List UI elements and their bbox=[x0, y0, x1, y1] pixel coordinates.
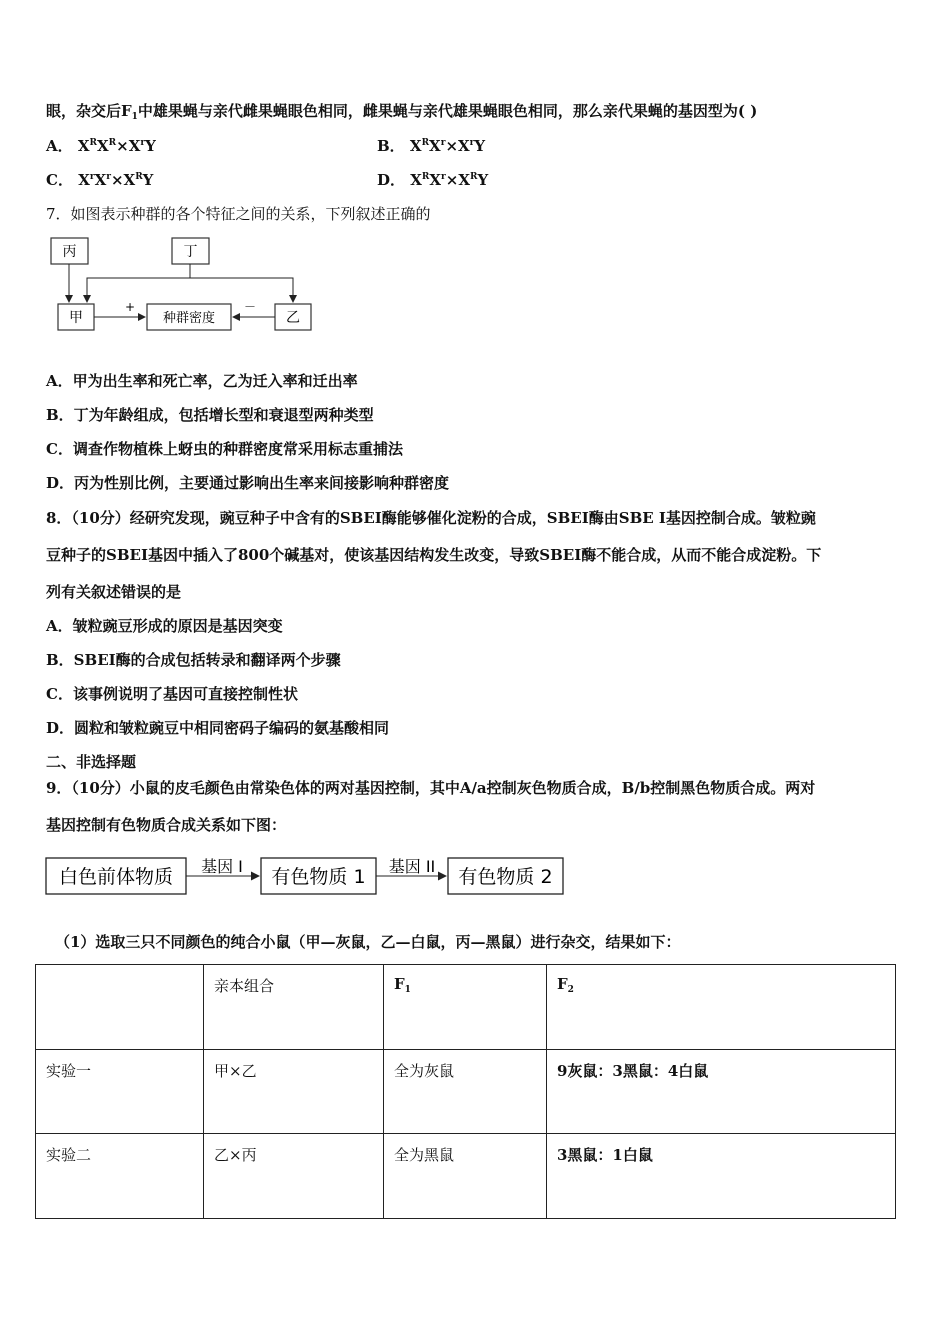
q8-stem-line1: 8．（10分）经研究发现，豌豆种子中含有的SBEI酶能够催化淀粉的合成，SBEI酶由SBE I基因控制合成。皱粒豌 bbox=[46, 509, 816, 527]
q6-option-d[interactable] bbox=[377, 170, 488, 190]
q6-stem-sub: 1 bbox=[131, 112, 138, 122]
q7-option-b[interactable]: B．丁为年龄组成，包括增长型和衰退型两种类型 bbox=[46, 406, 374, 424]
q7-stem: 7．如图表示种群的各个特征之间的关系，下列叙述正确的 bbox=[46, 205, 431, 223]
q7-option-a[interactable]: A．甲为出生率和死亡率，乙为迁入率和迁出率 bbox=[46, 372, 358, 390]
table-cell: 实验一 bbox=[36, 1049, 204, 1134]
flow-arrow-1-label: 基因 I bbox=[201, 857, 243, 876]
q6-option-d-text: $X^RX^r\times X^RY$ bbox=[410, 171, 489, 189]
plus-sign: + bbox=[124, 300, 136, 314]
q6-stem bbox=[46, 101, 757, 121]
f1-header: $F_1$ bbox=[394, 975, 411, 995]
synthesis-flow-diagram bbox=[44, 852, 568, 898]
box-ding-label: 丁 bbox=[183, 244, 198, 260]
q9-sub1: （1）选取三只不同颜色的纯合小鼠（甲—灰鼠，乙—白鼠，丙—黑鼠）进行杂交，结果如下： bbox=[55, 933, 681, 951]
table-cell: 甲×乙 bbox=[204, 1049, 384, 1134]
table-cell: 乙×丙 bbox=[204, 1134, 384, 1219]
q7-option-d[interactable]: D．丙为性别比例，主要通过影响出生率来间接影响种群密度 bbox=[46, 474, 450, 492]
experiment-table bbox=[35, 964, 896, 1219]
box-bing-label: 丙 bbox=[62, 244, 77, 260]
q6-option-a[interactable] bbox=[46, 136, 156, 156]
flow-box-2-label: 有色物质 1 bbox=[271, 866, 366, 888]
table-header-cell: 亲本组合 bbox=[204, 965, 384, 1050]
q6-option-d-label: D． bbox=[377, 171, 406, 189]
flow-box-1-label: 白色前体物质 bbox=[58, 866, 174, 888]
arrow-ding-jia bbox=[87, 264, 190, 302]
table-cell: 3黑鼠：1白鼠 bbox=[547, 1134, 896, 1219]
q6-option-a-text: $X^RX^R\times X^rY$ bbox=[77, 137, 156, 155]
q6-option-a-label: A． bbox=[46, 137, 73, 155]
f2-header: $F_2$ bbox=[557, 975, 574, 995]
q8-option-a[interactable]: A．皱粒豌豆形成的原因是基因突变 bbox=[46, 617, 283, 635]
q9-stem-line2: 基因控制有色物质合成关系如下图： bbox=[46, 816, 287, 834]
table-cell: 实验二 bbox=[36, 1134, 204, 1219]
q6-option-b[interactable] bbox=[377, 136, 485, 156]
q6-option-b-text: $X^RX^r\times X^rY$ bbox=[409, 137, 486, 155]
q9-stem-line1: 9．（10分）小鼠的皮毛颜色由常染色体的两对基因控制，其中A/a控制灰色物质合成，B/b控制黑色物质合成。两对 bbox=[46, 779, 816, 797]
table-row bbox=[36, 1049, 896, 1134]
table-cell: 全为黑鼠 bbox=[384, 1134, 547, 1219]
q6-option-c-text: $X^rX^r\times X^RY$ bbox=[78, 171, 154, 189]
q6-stem-b: 中雄果蝇与亲代雌果蝇眼色相同，雌果蝇与亲代雄果蝇眼色相同，那么亲代果蝇的基因型为( ) bbox=[137, 102, 758, 120]
q8-option-d[interactable]: D．圆粒和皱粒豌豆中相同密码子编码的氨基酸相同 bbox=[46, 719, 390, 737]
table-header-cell bbox=[547, 965, 896, 1050]
minus-sign: － bbox=[243, 300, 257, 314]
box-yi-label: 乙 bbox=[286, 310, 300, 326]
q7-option-c[interactable]: C．调查作物植株上蚜虫的种群密度常采用标志重捕法 bbox=[46, 440, 403, 458]
table-header-cell bbox=[36, 965, 204, 1050]
q6-stem-a: 眼，杂交后F bbox=[46, 102, 132, 120]
arrow-ding-yi bbox=[190, 278, 293, 302]
table-row bbox=[36, 1134, 896, 1219]
q6-option-c[interactable] bbox=[46, 170, 153, 190]
table-cell: 全为灰鼠 bbox=[384, 1049, 547, 1134]
table-header-row bbox=[36, 965, 896, 1050]
q8-stem-line3: 列有关叙述错误的是 bbox=[46, 583, 182, 601]
q8-option-b[interactable]: B．SBEI酶的合成包括转录和翻译两个步骤 bbox=[46, 651, 341, 669]
population-diagram bbox=[44, 234, 324, 334]
section-heading: 二、非选择题 bbox=[46, 753, 137, 771]
box-jia-label: 甲 bbox=[69, 310, 83, 326]
flow-box-3-label: 有色物质 2 bbox=[458, 866, 553, 888]
q8-option-c[interactable]: C．该事例说明了基因可直接控制性状 bbox=[46, 685, 298, 703]
q6-option-b-label: B． bbox=[377, 137, 405, 155]
flow-arrow-2-label: 基因 II bbox=[388, 857, 436, 876]
table-cell: 9灰鼠：3黑鼠：4白鼠 bbox=[547, 1049, 896, 1134]
q8-stem-line2: 豆种子的SBEI基因中插入了800个碱基对，使该基因结构发生改变，导致SBEI酶不能合成，从而不能合成淀粉。下 bbox=[46, 546, 822, 564]
table-header-cell bbox=[384, 965, 547, 1050]
q6-option-c-label: C． bbox=[46, 171, 73, 189]
box-density-label: 种群密度 bbox=[162, 311, 216, 326]
